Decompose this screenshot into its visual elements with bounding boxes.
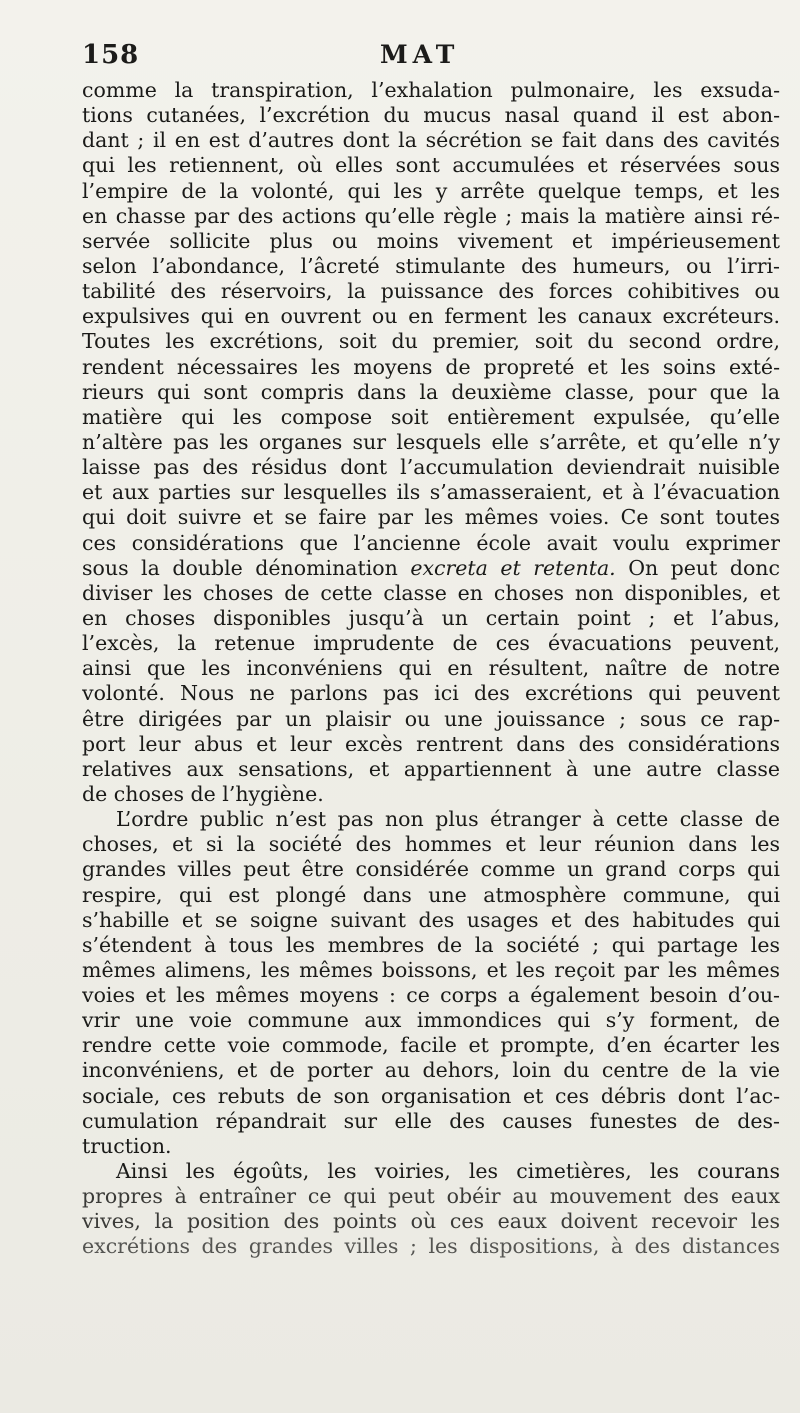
text-line: cumulation répandrait sur elle des causes funestes de des- [82, 1108, 780, 1133]
text-line: ces considérations que l’ancienne école avait voulu exprimer [82, 530, 780, 555]
text-line: relatives aux sensations, et appartiennent à une autre classe [82, 756, 780, 781]
text-line: être dirigées par un plaisir ou une jouissance ; sous ce rap- [82, 706, 780, 731]
text-line: Toutes les excrétions, soit du premier, soit du second ordre, [82, 329, 780, 354]
text-segment: sous la double dénomination [82, 555, 398, 580]
text-line: sociale, ces rebuts de son organisation et ces débris dont l’ac- [82, 1083, 780, 1108]
text-line: diviser les choses de cette classe en choses non disponibles, et [82, 580, 780, 605]
text-line: ainsi que les inconvéniens qui en résultent, naître de notre [82, 656, 780, 681]
text-line: respire, qui est plongé dans une atmosphère commune, qui [82, 882, 780, 907]
text-line: inconvéniens, et de porter au dehors, loin du centre de la vie [82, 1058, 780, 1083]
paragraph-start-line: L’ordre public n’est pas non plus étranger à cette classe de [116, 807, 780, 832]
text-line: tabilité des réservoirs, la puissance des forces cohibitives ou [82, 279, 780, 304]
text-line: l’excès, la retenue imprudente de ces évacuations peuvent, [82, 631, 780, 656]
text-line: propres à entraîner ce qui peut obéir au mouvement des eaux [82, 1184, 780, 1209]
text-line: rendent nécessaires les moyens de propreté et les soins exté- [82, 354, 780, 379]
text-line: servée sollicite plus ou moins vivement et impérieusement [82, 228, 780, 253]
text-line: tions cutanées, l’excrétion du mucus nasal quand il est abon- [82, 103, 780, 128]
text-line: et aux parties sur lesquelles ils s’amasseraient, et à l’évacuation [82, 480, 780, 505]
italic-phrase: excreta et retenta. [410, 555, 616, 580]
text-line: qui les retiennent, où elles sont accumulées et réservées sous [82, 153, 780, 178]
text-line: en chasse par des actions qu’elle règle ; mais la matière ainsi ré- [82, 203, 780, 228]
text-line: s’étendent à tous les membres de la société ; qui partage les [82, 932, 780, 957]
running-head: MAT [380, 40, 460, 69]
text-segment: On peut donc [628, 555, 780, 580]
text-line: en choses disponibles jusqu’à un certain point ; et l’abus, [82, 605, 780, 630]
text-line: vrir une voie commune aux immondices qui s’y forment, de [82, 1008, 780, 1033]
paragraph-start-line: Ainsi les égoûts, les voiries, les cimetières, les courans [116, 1159, 780, 1184]
text-line: expulsives qui en ouvrent ou en ferment les canaux excréteurs. [82, 304, 780, 329]
text-line: choses, et si la société des hommes et leur réunion dans les [82, 832, 780, 857]
text-line: rendre cette voie commode, facile et prompte, d’en écarter les [82, 1033, 780, 1058]
text-line: selon l’abondance, l’âcreté stimulante des humeurs, ou l’irri- [82, 253, 780, 278]
text-line: rieurs qui sont compris dans la deuxième classe, pour que la [82, 379, 780, 404]
text-line: dant ; il en est d’autres dont la sécrétion se fait dans des cavités [82, 128, 780, 153]
text-line: grandes villes peut être considérée comme un grand corps qui [82, 857, 780, 882]
text-line: excrétions des grandes villes ; les dispositions, à des distances [82, 1234, 780, 1259]
text-line: l’empire de la volonté, qui les y arrête quelque temps, et les [82, 178, 780, 203]
body-text [82, 78, 780, 1260]
text-line: comme la transpiration, l’exhalation pulmonaire, les exsuda- [82, 78, 780, 102]
text-line: port leur abus et leur excès rentrent dans des considérations [82, 731, 780, 756]
page-header [82, 40, 782, 76]
paragraph-end-line: de choses de l’hygiène. [82, 781, 324, 806]
text-line: qui doit suivre et se faire par les mêmes voies. Ce sont toutes [82, 505, 780, 530]
text-line: vives, la position des points où ces eaux doivent recevoir les [82, 1209, 780, 1234]
text-line: mêmes alimens, les mêmes boissons, et les reçoit par les mêmes [82, 957, 780, 982]
text-line-with-italic [82, 556, 780, 581]
text-line: s’habille et se soigne suivant des usages et des habitudes qui [82, 907, 780, 932]
page-number: 158 [82, 40, 140, 70]
paragraph-end-line: truction. [82, 1133, 172, 1158]
text-line: laisse pas des résidus dont l’accumulation deviendrait nuisible [82, 455, 780, 480]
text-line: n’altère pas les organes sur lesquels elle s’arrête, et qu’elle n’y [82, 429, 780, 454]
text-line: volonté. Nous ne parlons pas ici des excrétions qui peuvent [82, 681, 780, 706]
text-line: voies et les mêmes moyens : ce corps a également besoin d’ou- [82, 983, 780, 1008]
text-line: matière qui les compose soit entièrement expulsée, qu’elle [82, 404, 780, 429]
